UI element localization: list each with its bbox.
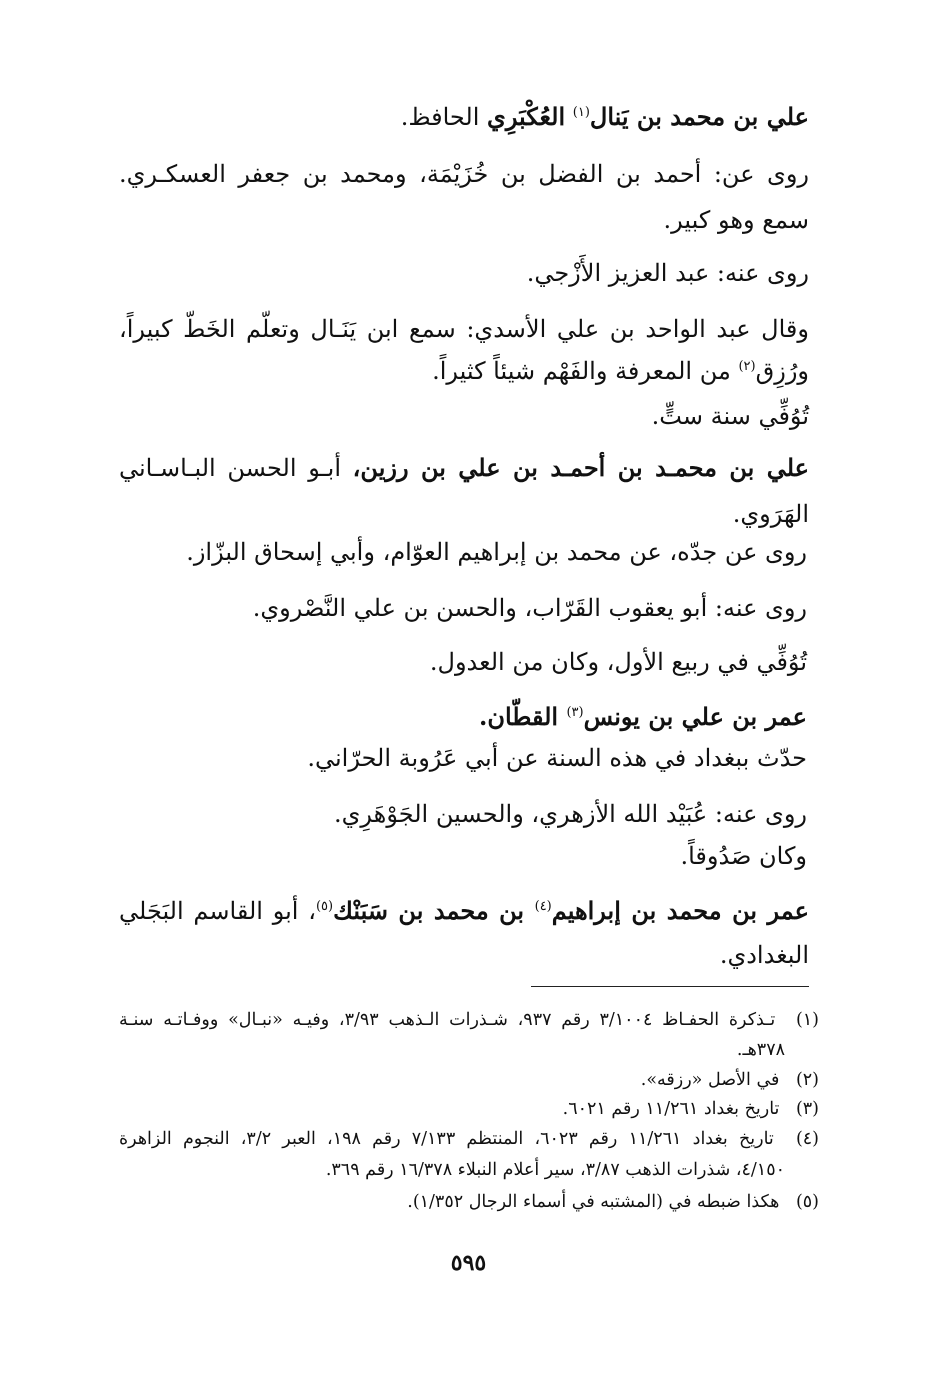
entry-heading <box>117 700 807 734</box>
entry-text-line: سمع وهو كبير. <box>663 206 809 234</box>
footnote-text: تـذكرة الحفـاظ ٣/١٠٠٤ رقم ٩٣٧، شـذرات الـذهب ٣/٩٣، وفيـه «نبـال» ووفـاتـه سنـة <box>119 1010 776 1030</box>
page-number: ٥٩٥ <box>450 1250 487 1276</box>
footnote-number: (١) <box>795 1010 819 1030</box>
footnote-number: (٣) <box>795 1099 819 1119</box>
footnote-text: تاريخ بغداد ١١/٢٦١ رقم ٦٠٢١. <box>562 1099 780 1119</box>
footnote <box>119 1095 819 1123</box>
entry-name: علي بن محمـد بن أحمـد بن علي بن رزين، <box>352 453 809 482</box>
entry-text-line: روى عنه: أبو يعقوب القَرّاب، والحسن بن علي النَّصْروي. <box>252 594 807 622</box>
entry-text-line: حدّث ببغداد في هذه السنة عن أبي عَرُوبة الحرّاني. <box>307 744 807 772</box>
entry-name: علي بن محمد بن يَنال <box>589 102 809 131</box>
footnote-continuation: ٤/١٥٠، شذرات الذهب ٣/٨٧، سير أعلام النبلاء ١٦/٣٧٨ رقم ٣٦٩. <box>325 1160 785 1180</box>
entry-heading <box>119 451 809 485</box>
entry-text-line: روى عن: أحمد بن الفضل بن خُزَيْمَة، ومحمد بن جعفر العسكـري. <box>119 160 809 188</box>
entry-title: الحافظ. <box>400 103 488 131</box>
entry-kunya: أبـو الحسن البـاسـاني <box>119 454 353 482</box>
entry-text-line: روى عن جدّه، عن محمد بن إبراهيم العوّام، وأبي إسحاق البزّاز. <box>186 538 807 566</box>
footnote-ref[interactable]: (٣) <box>566 705 584 720</box>
entry-text-line: الهَرَوي. <box>732 500 809 528</box>
entry-heading <box>119 100 809 134</box>
footnote-ref[interactable]: (٤) <box>534 899 552 914</box>
footnote-separator <box>531 986 809 987</box>
footnote <box>119 1125 819 1153</box>
entry-nisba: القطّان. <box>479 702 567 731</box>
footnote-text: هكذا ضبطه في (المشتبه في أسماء الرجال ١/٣٥٢). <box>407 1192 780 1212</box>
footnote-number: (٤) <box>795 1129 819 1149</box>
entry-text-line: تُوُفِّي سنة ستٍّ. <box>651 402 809 430</box>
footnote-ref[interactable]: (٢) <box>738 359 756 374</box>
entry-nisba: العُكْبَرِي <box>487 102 566 131</box>
footnote-number: (٥) <box>795 1192 819 1212</box>
footnote-number: (٢) <box>795 1070 819 1090</box>
entry-name: عمر بن محمد بن إبراهيم <box>551 896 809 925</box>
entry-text-line: تُوُفِّي في ربيع الأول، وكان من العدول. <box>429 648 807 676</box>
entry-heading <box>119 894 809 928</box>
footnote-continuation: ٣٧٨هـ. <box>736 1040 785 1060</box>
text-fragment: ورُزِق <box>755 357 809 385</box>
entry-text-line: وقال عبد الواحد بن علي الأسدي: سمع ابن يَنَـال وتعلّم الخَطّ كبيراً، <box>119 315 809 343</box>
footnote <box>119 1188 819 1216</box>
footnote <box>119 1066 819 1094</box>
entry-text-line: البغدادي. <box>719 941 809 969</box>
footnote <box>119 1006 819 1034</box>
entry-text-line: روى عنه: عبد العزيز الأَزْجي. <box>526 259 809 287</box>
entry-text-line: روى عنه: عُبَيْد الله الأزهري، والحسين الجَوْهَرِي. <box>334 800 807 828</box>
entry-text-line: وكان صَدُوقاً. <box>680 842 807 870</box>
entry-text-line <box>119 354 809 388</box>
entry-name: عمر بن علي بن يونس <box>583 702 807 731</box>
text-fragment: من المعرفة والفَهْم شيئاً كثيراً. <box>432 357 739 385</box>
entry-kunya: ، أبو القاسم البَجَلي <box>119 897 316 925</box>
footnote-text: تاريخ بغداد ١١/٢٦١ رقم ٦٠٢٣، المنتظم ٧/١٣٣ رقم ١٩٨، العبر ٣/٢، النجوم الزاهرة <box>119 1129 774 1149</box>
footnote-ref[interactable]: (٥) <box>315 899 334 914</box>
footnote-ref[interactable]: (١) <box>572 105 590 120</box>
footnote-text: في الأصل «رزقه». <box>640 1070 780 1090</box>
entry-name-cont: بن محمد بن سَبَنْك <box>333 896 535 925</box>
